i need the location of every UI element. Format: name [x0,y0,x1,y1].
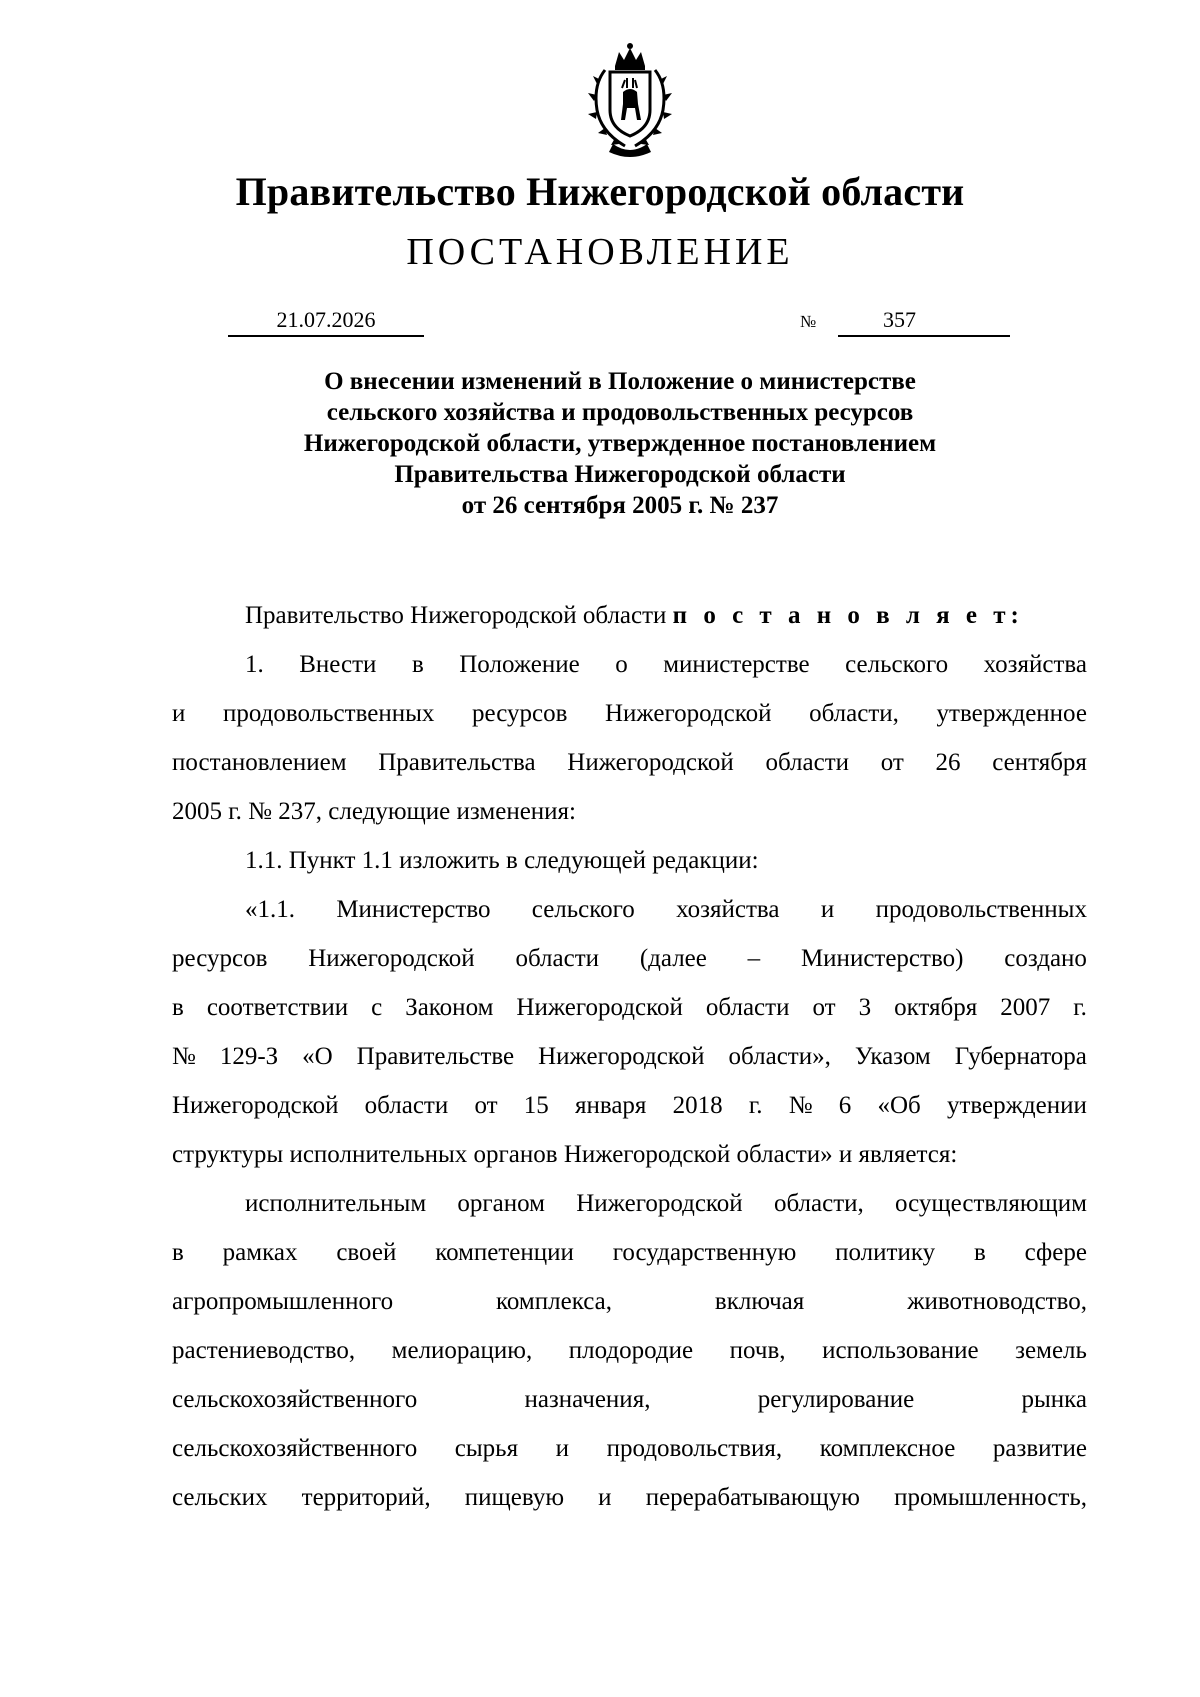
body-line [172,1277,1087,1326]
number-label: № [800,312,817,331]
body-word: области [515,945,600,972]
body-word: плодородие [568,1337,694,1364]
body-word: и [598,1484,612,1511]
document-subject [200,366,1040,521]
body-word: политику [835,1239,936,1266]
body-word: Нижегородской [605,700,772,727]
body-word: и [555,1435,570,1462]
body-word: земель [1015,1337,1087,1364]
body-word: назначения, [524,1386,651,1413]
body-word: и [820,896,835,923]
body-line [172,934,1087,983]
decree-word: п о с т а н о в л я е т: [672,602,1024,629]
body-word: государственную [612,1239,797,1266]
body-word: 2007 [1000,994,1051,1021]
intro-text: Правительство Нижегородской области [245,602,667,629]
body-word: в [411,651,424,678]
body-line [172,640,1087,689]
body-word: сфере [1024,1239,1087,1266]
body-word: сельского [531,896,635,923]
body-word: области», [728,1043,831,1070]
body-word: № [788,1092,813,1119]
body-word: мелиорацию, [391,1337,533,1364]
body-word: животноводство, [907,1288,1087,1315]
body-word: продовольствия, [606,1435,783,1462]
document-body [172,591,1087,1522]
body-word: Министерство) [800,945,964,972]
body-word: продовольственных [875,896,1087,923]
body-word: включая [714,1288,805,1315]
body-word: 26 [935,749,961,776]
body-word: Нижегородской [172,1092,339,1119]
body-word: г. [1073,994,1087,1021]
body-line [172,1473,1087,1522]
body-word: сельских [172,1484,268,1511]
body-word: утвержденное [936,700,1087,727]
body-word: января [574,1092,647,1119]
body-word: растениеводство, [172,1337,356,1364]
body-word: утверждении [946,1092,1087,1119]
body-line [172,1228,1087,1277]
body-word: хозяйства [676,896,780,923]
body-word: области [705,994,790,1021]
body-line [172,1375,1087,1424]
body-word: от [880,749,904,776]
body-word: рынка [1021,1386,1087,1413]
body-word: 129-З [219,1043,279,1070]
body-word: перерабатывающую [645,1484,860,1511]
document-type: ПОСТАНОВЛЕНИЕ [406,231,794,273]
body-word: от [812,994,836,1021]
document-date [228,305,424,337]
body-word: сентября [992,749,1087,776]
body-word: продовольственных [223,700,435,727]
body-line [172,885,1087,934]
body-line [172,1326,1087,1375]
body-word: Нижегородской [516,994,683,1021]
body-word: компетенции [435,1239,574,1266]
body-word: и [172,700,186,727]
body-word: развитие [992,1435,1087,1462]
document-date-value: 21.07.2026 [276,307,376,332]
document-number [838,305,1010,337]
body-word: постановлением [172,749,347,776]
body-line [172,1424,1087,1473]
body-word: в [172,994,184,1021]
body-word: 1. [245,651,264,678]
body-line-text: структуры исполнительных органов Нижегородской области» и является: [172,1141,958,1168]
body-word: почв, [729,1337,786,1364]
body-word: комплекса, [496,1288,612,1315]
body-word: 6 [838,1092,852,1119]
coat-of-arms-icon [575,40,685,160]
body-word: рамках [222,1239,298,1266]
body-word: области, [773,1190,864,1217]
body-line [172,1081,1087,1130]
body-word: октября [894,994,978,1021]
body-word: сырья [454,1435,519,1462]
body-word: Министерство [336,896,491,923]
body-word: регулирование [757,1386,915,1413]
intro-line [172,591,1087,640]
body-line [172,1130,1087,1179]
body-word: исполнительным [245,1190,427,1217]
body-word: Нижегородской [576,1190,743,1217]
body-word: области [364,1092,449,1119]
body-word: сельскохозяйственного [172,1386,418,1413]
body-word: сельского [845,651,949,678]
body-word: территорий, [301,1484,431,1511]
body-word: хозяйства [983,651,1087,678]
subject-line: Правительства Нижегородской области [394,461,846,488]
subject-line: сельского хозяйства и продовольственных ресурсов [326,399,914,426]
body-line [172,836,1087,885]
body-line [172,983,1087,1032]
body-word: в [973,1239,986,1266]
body-word: осуществляющим [895,1190,1087,1217]
body-word: промышленность, [894,1484,1087,1511]
body-word: ресурсов [472,700,568,727]
body-word: Законом [405,994,494,1021]
body-word: Правительстве [356,1043,515,1070]
body-word: «1.1. [245,896,295,923]
body-word: от [474,1092,498,1119]
body-line [172,787,1087,836]
body-word: 2018 [672,1092,723,1119]
body-line-text: 2005 г. № 237, следующие изменения: [172,798,576,825]
body-word: с [371,994,383,1021]
body-word: комплексное [819,1435,956,1462]
body-line [172,689,1087,738]
body-word: в [172,1239,184,1266]
body-line [172,1032,1087,1081]
body-word: области [765,749,850,776]
subject-line: О внесении изменений в Положение о министерстве [324,368,916,395]
body-word: Положение [459,651,580,678]
body-word: министерстве [663,651,810,678]
body-line [172,738,1087,787]
body-word: Внести [299,651,377,678]
document-number-value: 357 [883,307,916,332]
body-word: (далее [639,945,707,972]
body-word: № [172,1043,196,1070]
body-word: области, [809,700,899,727]
body-word: Указом [854,1043,931,1070]
government-title: Правительство Нижегородской области [235,169,965,214]
subject-line: Нижегородской области, утвержденное постановлением [303,430,937,457]
body-word: – [747,945,761,972]
body-word: Нижегородской [308,945,475,972]
body-line [172,1179,1087,1228]
body-word: 15 [523,1092,549,1119]
body-line-text: 1.1. Пункт 1.1 изложить в следующей редакции: [245,847,759,874]
subject-line: от 26 сентября 2005 г. № 237 [461,492,779,519]
body-word: сельскохозяйственного [172,1435,418,1462]
body-word: использование [822,1337,979,1364]
body-word: 3 [858,994,872,1021]
body-word: органом [457,1190,545,1217]
body-word: «О [302,1043,333,1070]
body-word: ресурсов [172,945,268,972]
body-word: своей [336,1239,397,1266]
body-word: Правительства [378,749,536,776]
body-word: агропромышленного [172,1288,394,1315]
body-word: Нижегородской [567,749,734,776]
body-word: «Об [877,1092,921,1119]
body-word: соответствии [206,994,349,1021]
body-word: Губернатора [954,1043,1087,1070]
body-word: о [615,651,628,678]
body-word: Нижегородской [538,1043,705,1070]
body-word: создано [1004,945,1087,972]
body-word: пищевую [464,1484,565,1511]
body-word: г. [748,1092,763,1119]
